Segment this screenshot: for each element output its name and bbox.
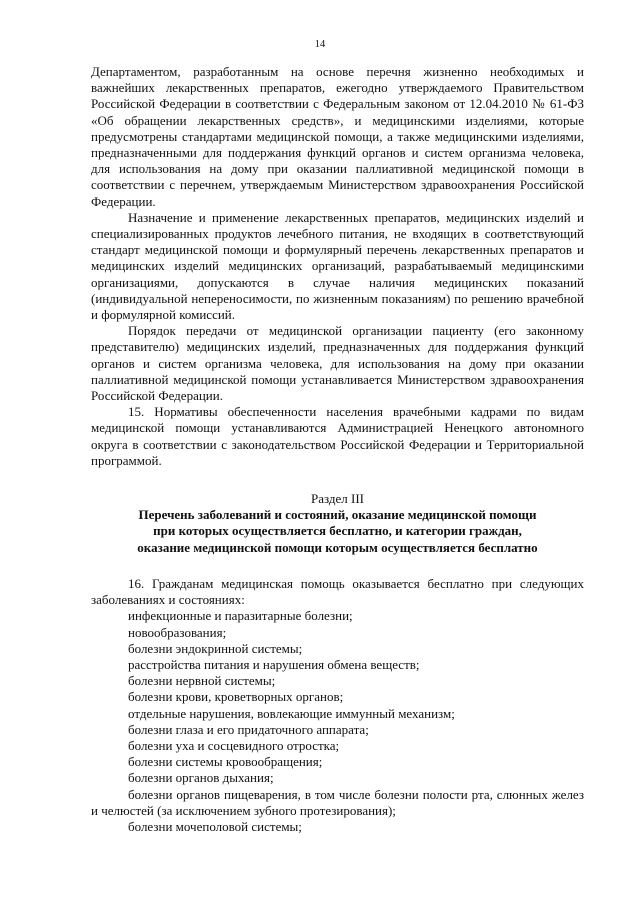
list-item: инфекционные и паразитарные болезни; — [128, 608, 353, 624]
list-item: болезни органов пищеварения, в том числе болезни полости рта, слюнных желез и челюстей (за исключением зубного протезирования); — [91, 786, 584, 818]
list-item: болезни уха и сосцевидного отростка; — [128, 737, 340, 753]
list-item: болезни мочеполовой системы; — [128, 818, 302, 834]
section-title: Раздел III — [310, 491, 364, 507]
list-intro: 16. Гражданам медицинская помощь оказывается бесплатно при следующих заболеваниях и состояниях: — [91, 575, 584, 608]
section-heading: Перечень заболеваний и состояний, оказание медицинской помощи при которых осуществляется бесплатно, и категории граждан, оказание медицинской помощи которым осуществляется бесплатно — [137, 507, 538, 555]
list-item: болезни эндокринной системы; — [128, 640, 303, 656]
paragraph-continuation: Департаментом, разработанным на основе перечня жизненно необходимых и важнейших лекарственных препаратов, ежегодно утверждаемого Правительством Российской Федерации в соответствии с Федеральным законом от 12.04.2010 № 61-ФЗ «Об обращении лекарственных средств», и медицинскими изделиями, которые предусмотрены стандартами медицинской помощи, а также медицинскими изделиями, предназначенными для поддержания функций органов и систем организма человека, для использования на дому при оказании паллиативной медицинской помощи в соответствии с перечнем, утверждаемым Министерством здравоохранения Российской Федерации. — [91, 64, 584, 209]
list-item: болезни органов дыхания; — [128, 770, 274, 786]
list-item: болезни нервной системы; — [128, 673, 276, 689]
list-item: отдельные нарушения, вовлекающие иммунный механизм; — [128, 705, 455, 721]
list-item: болезни глаза и его придаточного аппарата; — [128, 721, 369, 737]
paragraph-staffing-norms: 15. Нормативы обеспеченности населения врачебными кадрами по видам медицинской помощи устанавливаются Администрацией Ненецкого автономного округа в соответствии с законодательством Российской Федерации и Территориальной программой. — [91, 404, 584, 468]
conditions-list — [91, 608, 584, 835]
document-body — [91, 64, 584, 835]
page-number: 14 — [314, 39, 326, 50]
list-item: болезни крови, кроветворных органов; — [128, 689, 344, 705]
list-item: новообразования; — [128, 624, 227, 640]
list-item: расстройства питания и нарушения обмена веществ; — [128, 656, 420, 672]
list-item: болезни системы кровообращения; — [128, 754, 323, 770]
paragraph-transfer-procedure: Порядок передачи от медицинской организации пациенту (его законному представителю) медицинских изделий, предназначенных для поддержания функций органов и систем организма человека, для использования на дому при оказании паллиативной медицинской помощи устанавливается Министерством здравоохранения Российской Федерации. — [91, 323, 584, 404]
paragraph-prescription: Назначение и применение лекарственных препаратов, медицинских изделий и специализированных продуктов лечебного питания, не входящих в соответствующий стандарт медицинской помощи и формулярный перечень лекарственных препаратов и медицинских изделий медицинских организаций, разрабатываемый медицинскими организациями, допускаются в случае наличия медицинских показаний (индивидуальной непереносимости, по жизненным показаниям) по решению врачебной и формулярной комиссий. — [91, 209, 584, 323]
